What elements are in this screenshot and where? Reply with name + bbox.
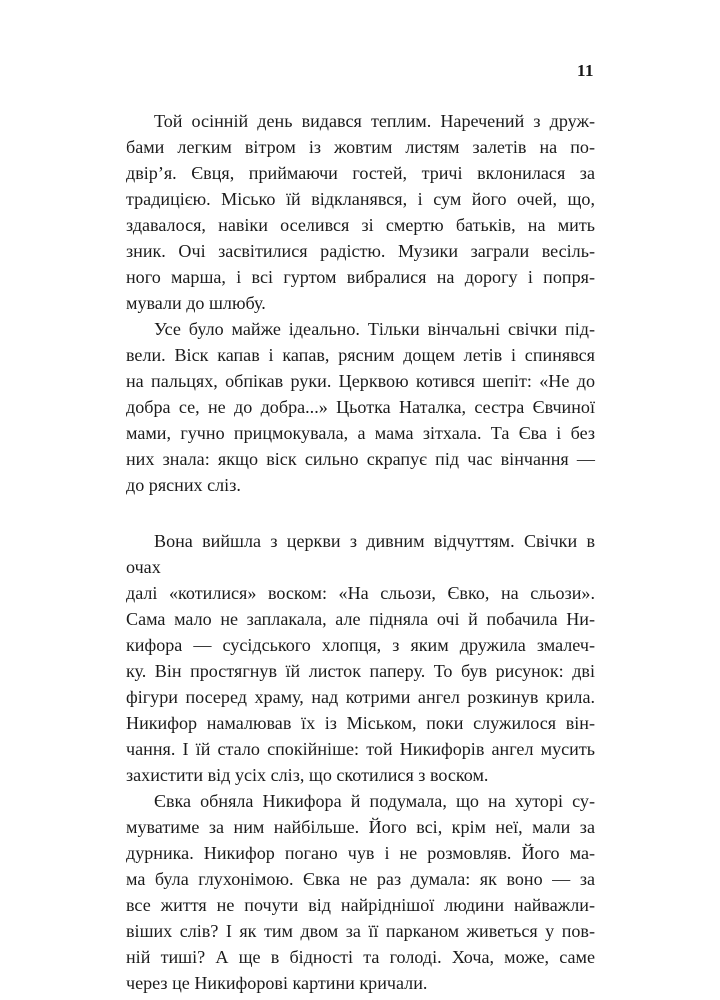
text-line [126, 970, 595, 996]
text-line [126, 684, 595, 710]
text-line-content: до рясних сліз. [126, 475, 241, 495]
text-line-content: ма була глухонімою. Євка не раз думала: як воно — за [126, 869, 595, 889]
text-line [126, 658, 595, 684]
text-line-content: вели. Віск капав і капав, рясним дощем летів і спинявся [126, 345, 595, 365]
text-line [126, 420, 595, 446]
text-line [126, 892, 595, 918]
text-line-content: традицією. Місько їй відкланявся, і сум його очей, що, [126, 189, 595, 209]
text-line-content: Сама мало не заплакала, але підняла очі й побачила Ни- [126, 609, 595, 629]
text-line [126, 108, 595, 134]
text-line-content: чання. І їй стало спокійніше: той Никифорів ангел мусить [126, 739, 595, 759]
text-line [126, 866, 595, 892]
text-line [126, 342, 595, 368]
text-line [126, 944, 595, 970]
text-line [126, 160, 595, 186]
text-line [126, 290, 595, 316]
text-line-content: кифора — сусідського хлопця, з яким дружила змалеч- [126, 635, 595, 655]
text-line-content: здавалося, навіки оселився зі смертю батьків, на мить [126, 215, 595, 235]
text-line-content: на пальцях, обпікав руки. Церквою котився шепіт: «Не до [126, 371, 595, 391]
text-line [126, 446, 595, 472]
text-line-content: двір’я. Євця, приймаючи гостей, тричі вклонилася за [126, 163, 595, 183]
text-line-content: фігури посеред храму, над котрими ангел розкинув крила. [126, 687, 595, 707]
text-line-content: них знала: якщо віск сильно скрапує під час вінчання — [126, 449, 595, 469]
text-line-content: муватиме за ним найбільше. Його всі, крім неї, мали за [126, 817, 595, 837]
text-line [126, 472, 595, 498]
text-line-content: захистити від усіх сліз, що скотилися з воском. [126, 765, 489, 785]
text-line [126, 632, 595, 658]
body-text-block [126, 108, 595, 996]
text-line-content: ку. Він простягнув їй листок паперу. То був рисунок: дві [126, 661, 595, 681]
page-number-row [126, 62, 594, 81]
text-line-content: дурника. Никифор погано чув і не розмовляв. Його ма- [126, 843, 595, 863]
text-line [126, 186, 595, 212]
text-line [126, 814, 595, 840]
text-line-content: ного марша, і всі гуртом вибралися на дорогу і попря- [126, 267, 595, 287]
text-line [126, 840, 595, 866]
text-line [126, 134, 595, 160]
text-line [126, 736, 595, 762]
text-line [126, 528, 595, 580]
paragraph [126, 788, 595, 996]
page-number: 11 [576, 61, 594, 80]
text-line [126, 368, 595, 394]
text-line-content: мували до шлюбу. [126, 293, 266, 313]
text-line-content: мами, гучно прицмокувала, а мама зітхала. Та Єва і без [126, 423, 595, 443]
text-line [126, 918, 595, 944]
paragraph [126, 108, 595, 316]
text-line [126, 238, 595, 264]
text-line [126, 212, 595, 238]
text-line-content: ній тиші? А ще в бідності та голоді. Хоча, може, саме [126, 947, 595, 967]
text-line-content: Євка обняла Никифора й подумала, що на хуторі су- [154, 791, 595, 811]
text-line-content: Усе було майже ідеально. Тільки вінчальні свічки під- [154, 319, 595, 339]
text-line-content: через це Никифорові картини кричали. [126, 973, 428, 993]
text-line [126, 762, 595, 788]
text-line-content: все життя не почути від найріднішої людини найважли- [126, 895, 595, 915]
text-line [126, 264, 595, 290]
text-line [126, 316, 595, 342]
paragraph [126, 528, 595, 788]
paragraph [126, 316, 595, 498]
text-line [126, 580, 595, 606]
text-line [126, 394, 595, 420]
text-line-content: бами легким вітром із жовтим листям залетів на по- [126, 137, 595, 157]
text-line-content: далі «котилися» воском: «На сльози, Євко, на сльози». [126, 583, 595, 603]
text-line-content: Никифор намалював їх із Міськом, поки служилося він- [126, 713, 595, 733]
text-line-content: Той осінній день видався теплим. Наречений з друж- [154, 111, 595, 131]
text-line-content: віших слів? І як тим двом за її парканом живеться у пов- [126, 921, 595, 941]
text-line-content: добра се, не до добра...» Цьотка Наталка, сестра Євчиної [126, 397, 595, 417]
text-line [126, 710, 595, 736]
text-line-content: зник. Очі засвітилися радістю. Музики заграли весіль- [126, 241, 595, 261]
text-line-content: Вона вийшла з церкви з дивним відчуттям. Свічки в очах [126, 531, 595, 577]
text-line [126, 606, 595, 632]
section-break [126, 498, 595, 528]
text-line [126, 788, 595, 814]
